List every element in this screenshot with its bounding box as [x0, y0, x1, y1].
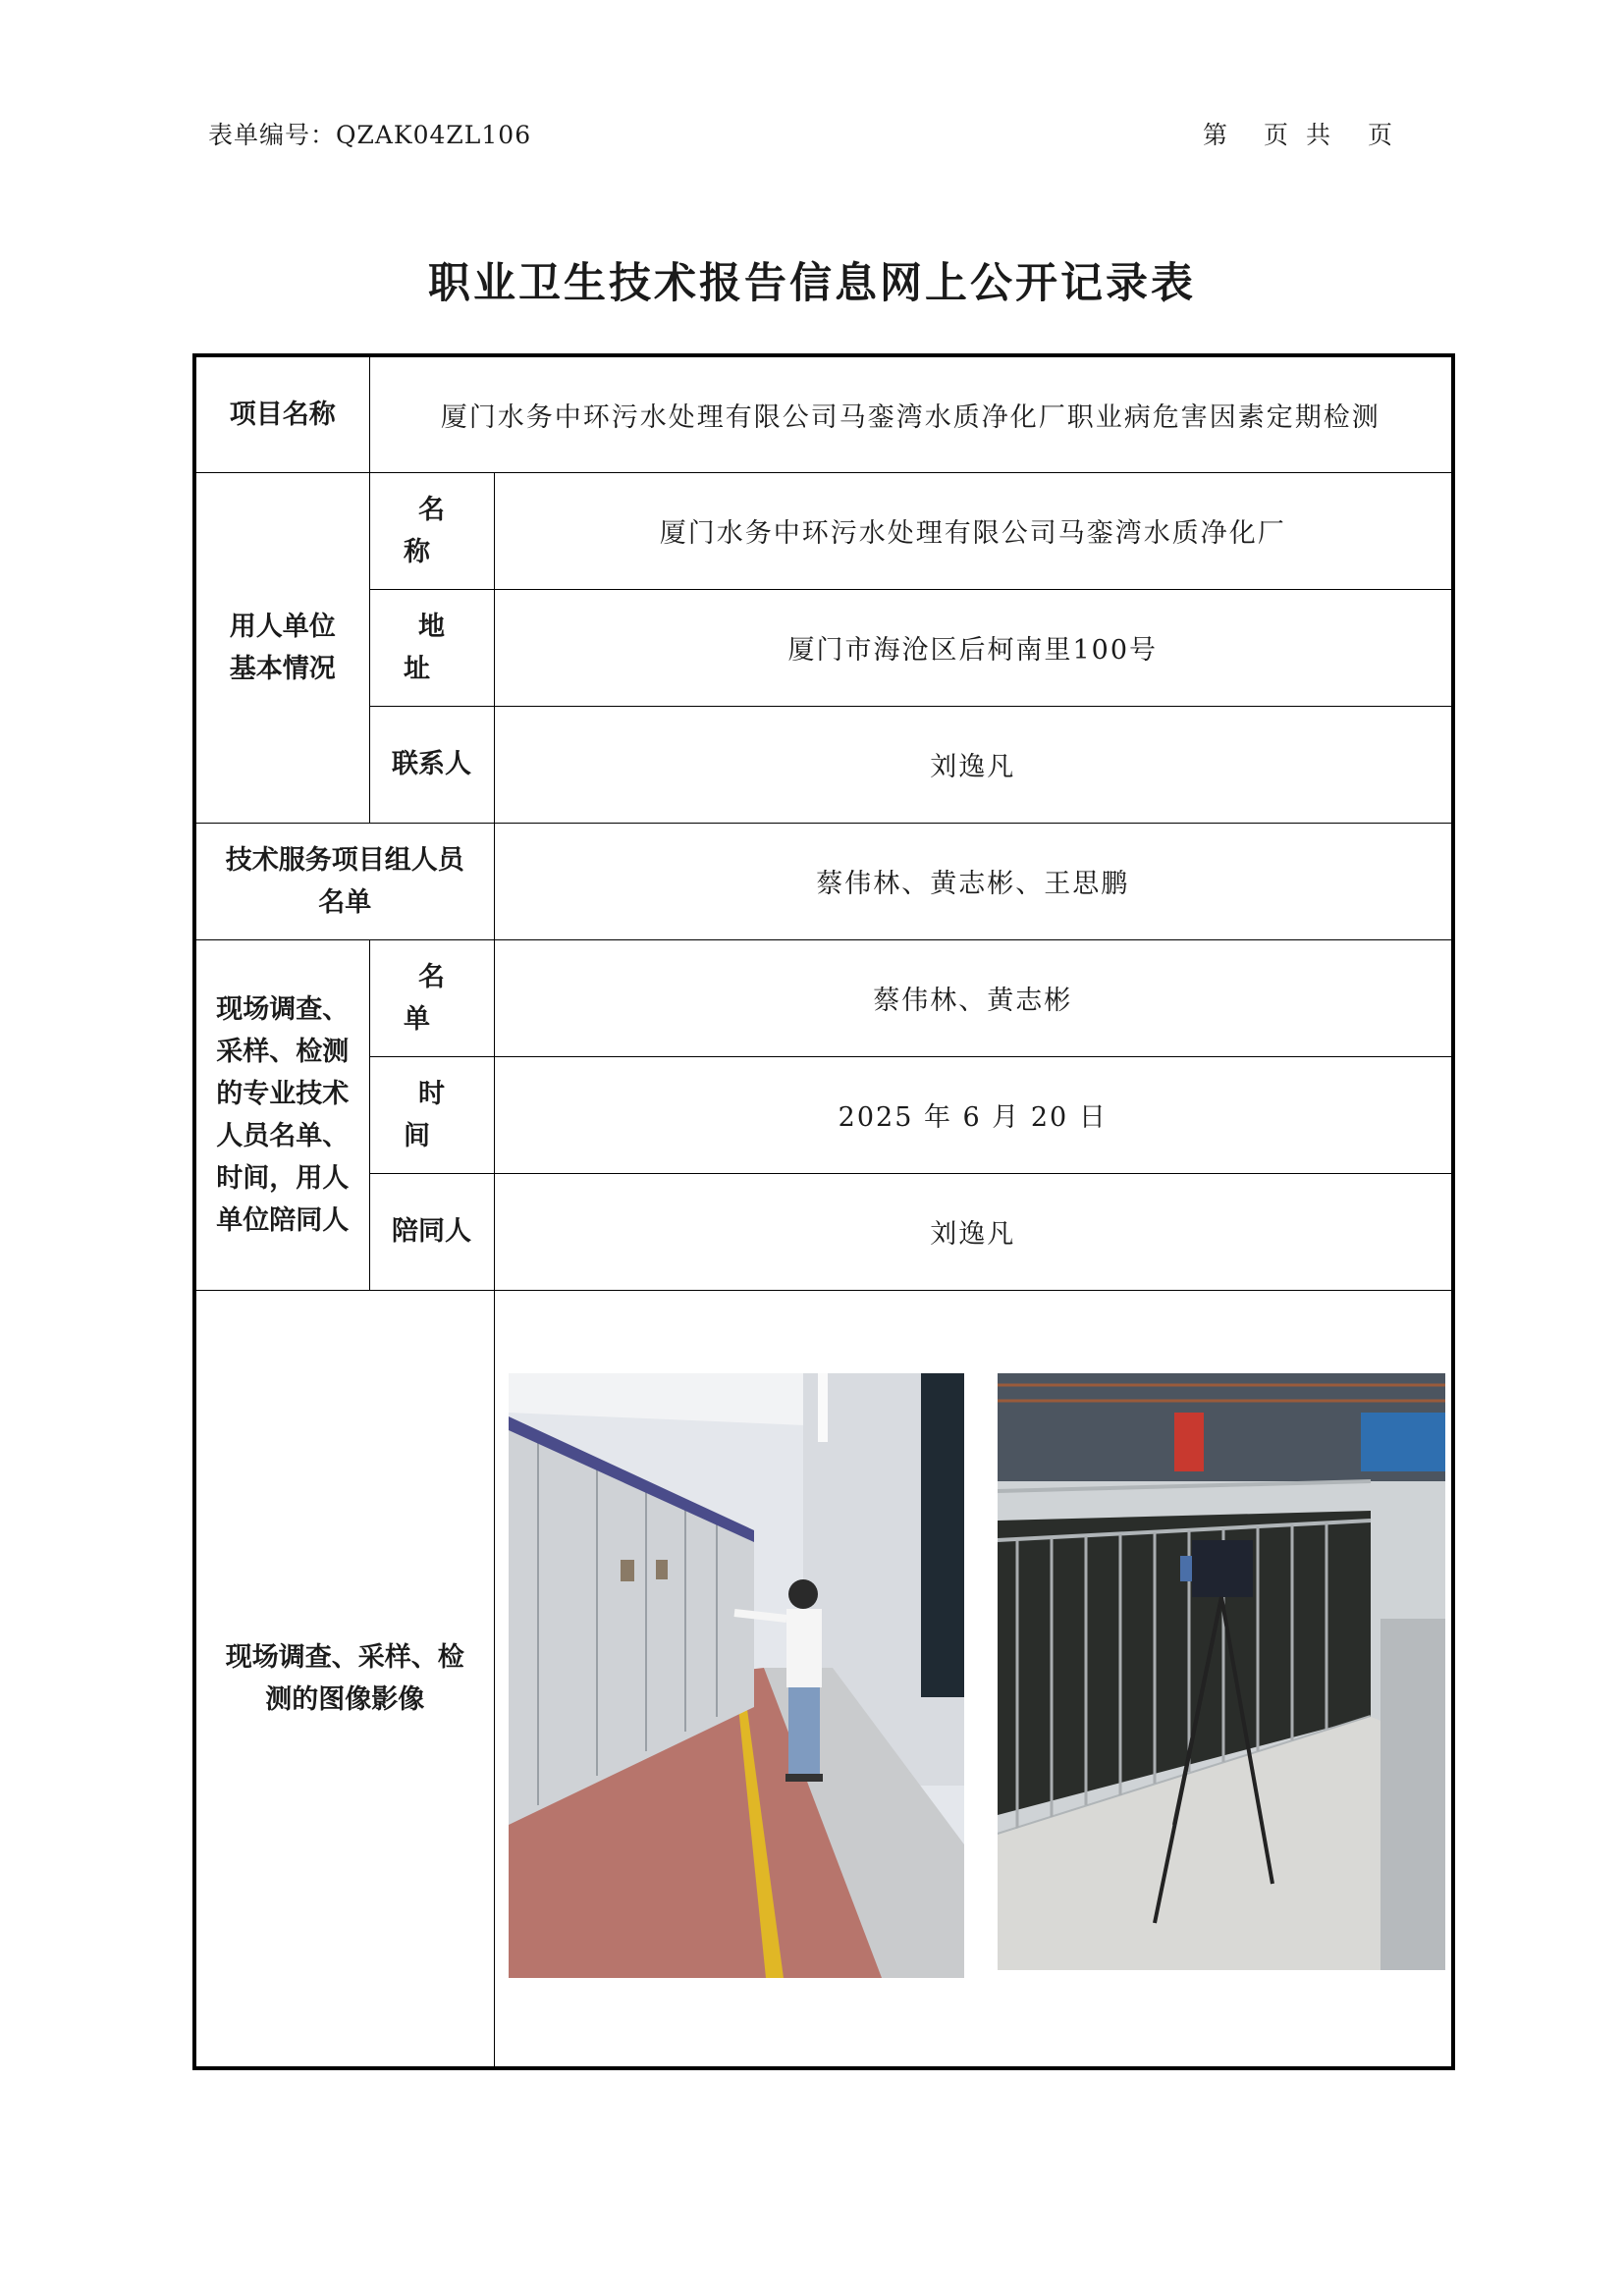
list-label: 名 单	[404, 961, 474, 1035]
team-label-line2: 名单	[318, 886, 372, 918]
contact-label: 联系人	[392, 749, 471, 779]
team-value: 蔡伟林、黄志彬、王思鹏	[816, 869, 1130, 899]
page-di: 第	[1203, 121, 1229, 149]
employer-label-cell	[194, 472, 369, 823]
team-row	[194, 823, 1453, 939]
employer-label-line2: 基本情况	[229, 653, 336, 684]
images-cell	[494, 1290, 1453, 2068]
escort-label-cell	[369, 1173, 494, 1290]
contact-value: 刘逸凡	[930, 752, 1016, 782]
field-time-row	[194, 1056, 1453, 1173]
address-value: 厦门市海沧区后柯南里100号	[787, 635, 1159, 666]
name-label-cell	[369, 472, 494, 589]
field-label-line3: 的专业技术	[216, 1078, 350, 1109]
images-row	[194, 1290, 1453, 2068]
list-value: 蔡伟林、黄志彬	[873, 986, 1073, 1016]
project-value: 厦门水务中环污水处理有限公司马銮湾水质净化厂职业病危害因素定期检测	[440, 401, 1380, 433]
escort-value: 刘逸凡	[930, 1219, 1016, 1250]
project-row	[194, 355, 1453, 472]
name-value: 厦门水务中环污水处理有限公司马銮湾水质净化厂	[659, 518, 1286, 549]
time-label: 时 间	[404, 1078, 474, 1151]
photo-area	[495, 1291, 1452, 2066]
control-room-image	[509, 1373, 964, 1978]
images-label-cell	[194, 1290, 494, 2068]
site-photo-control-room	[509, 1373, 964, 1978]
page-ye: 页	[1264, 121, 1290, 149]
images-label-line2: 测的图像影像	[265, 1683, 425, 1715]
time-label-cell	[369, 1056, 494, 1173]
form-number: 表单编号：QZAK04ZL106	[208, 121, 532, 149]
employer-name-row	[194, 472, 1453, 589]
field-label-line2: 采样、检测	[216, 1036, 350, 1067]
team-label-cell	[194, 823, 494, 939]
list-value-cell	[494, 939, 1453, 1056]
field-label-line1: 现场调查、	[216, 993, 350, 1025]
tripod-image	[998, 1373, 1445, 1970]
images-label-line1: 现场调查、采样、检	[225, 1641, 464, 1673]
name-value-cell	[494, 472, 1453, 589]
escort-label: 陪同人	[392, 1216, 471, 1247]
address-label-cell	[369, 589, 494, 706]
field-label-cell	[194, 939, 369, 1290]
page-ye2: 页	[1368, 121, 1394, 149]
time-value-cell	[494, 1056, 1453, 1173]
page-gong: 共	[1306, 121, 1332, 149]
address-label: 地 址	[404, 611, 474, 684]
project-label-cell	[194, 355, 369, 472]
page-title: 职业卫生技术报告信息网上公开记录表	[428, 259, 1196, 308]
contact-label-cell	[369, 706, 494, 823]
list-label-cell	[369, 939, 494, 1056]
field-label	[216, 988, 349, 1242]
team-value-cell	[494, 823, 1453, 939]
field-list-row	[194, 939, 1453, 1056]
field-escort-row	[194, 1173, 1453, 1290]
employer-address-row	[194, 589, 1453, 706]
field-label-line4: 人员名单、	[216, 1120, 350, 1151]
team-label-line1: 技术服务项目组人员	[225, 844, 464, 876]
field-label-line5: 时间，用人	[216, 1162, 350, 1194]
record-table	[192, 353, 1455, 2070]
contact-value-cell	[494, 706, 1453, 823]
escort-value-cell	[494, 1173, 1453, 1290]
project-value-cell	[369, 355, 1453, 472]
project-label: 项目名称	[229, 399, 336, 430]
field-label-line6: 单位陪同人	[216, 1204, 350, 1236]
address-value-cell	[494, 589, 1453, 706]
employer-contact-row	[194, 706, 1453, 823]
employer-label-line1: 用人单位	[229, 611, 336, 642]
name-label: 名 称	[404, 494, 474, 567]
time-value: 2025 年 6 月 20 日	[838, 1102, 1108, 1133]
site-photo-tripod	[998, 1373, 1445, 1970]
